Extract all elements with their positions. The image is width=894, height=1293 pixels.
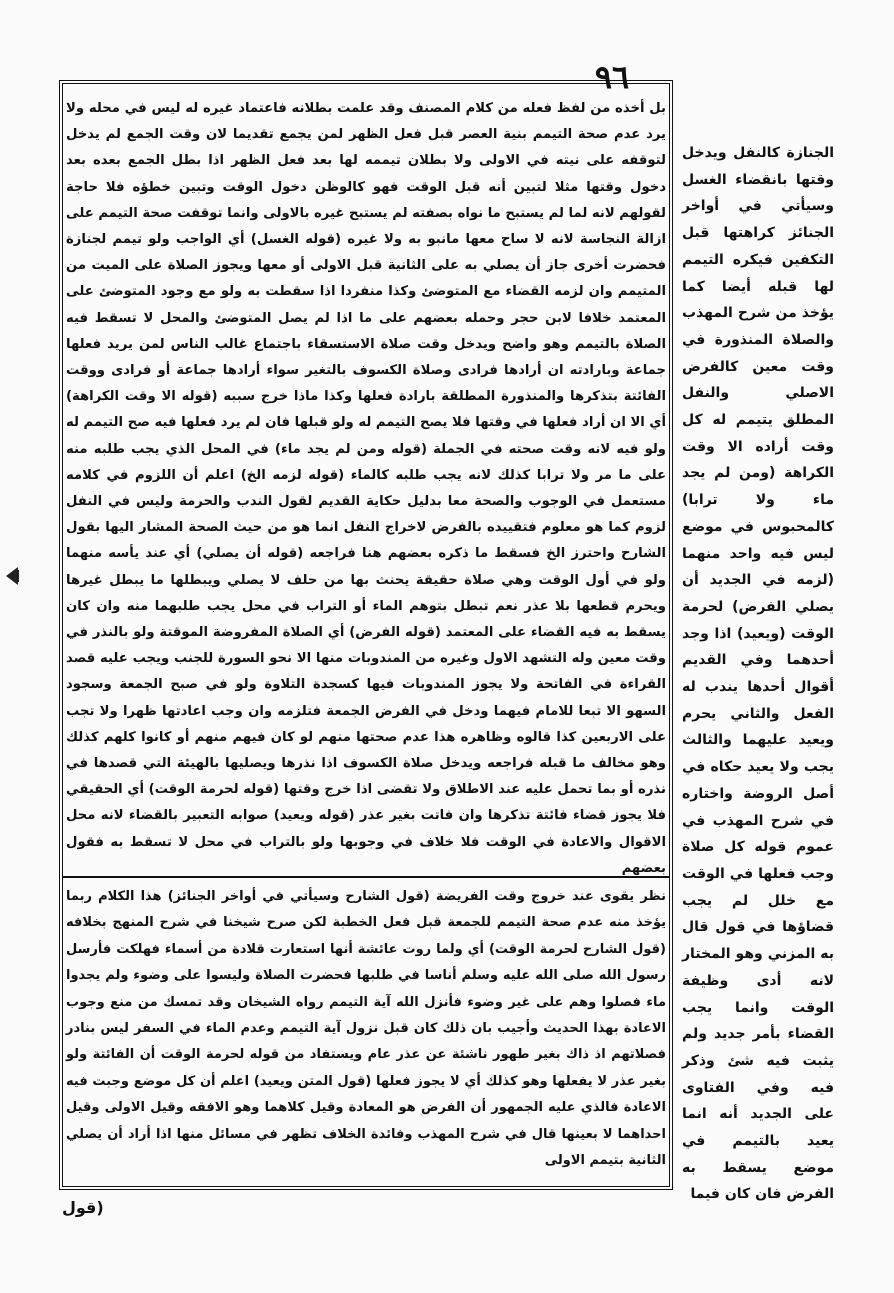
lower-commentary-text: نظر يقوى عند خروج وقت الفريضة (قول الشارح وسيأتي في أواخر الجنائز) هذا الكلام ربما يؤخذ منه عدم صحة التيمم للجمعة قبل فعل الخطبة لكن صرح شيخنا في شرح المنهج بخلافه (قول الشارح لحرمة الوقت) أي ولما روت عائشة أنها استعارت قلادة من أسماء فهلكت فأرسل رسول الله صلى الله عليه وسلم أناسا في طلبها فحضرت الصلاة وليسوا على وضوء ولم يجدوا ماء فصلوا وهم على غير وضوء فأنزل الله آية التيمم رواه الشيخان وقد تمسك من منع وجوب الاعادة بهذا الحديث وأجيب بان ذلك كان قبل نزول آية التيمم وعدم الماء في السفر ليس بنادر فصلاتهم اذ ذاك بغير طهور ناشئة عن عذر عام ويستفاد من قوله لحرمة الوقت أن الفائتة ولو بغير عذر لا يفعلها وهو كذلك أي لا يجوز فعلها (قول المتن ويعيد) اعلم أن كل موضع وجبت فيه الاعادة فالذي عليه الجمهور أن الفرض هو المعادة وقيل كلاهما وهو الافقه وقيل الاولى وقيل احداهما لا بعينها قال في شرح المهذب وفائدة الخلاف تظهر في مسائل منها اذا أراد أن يصلي الثانية بتيمم الاولى xyxy=(66,889,666,1169)
catchword: (قول xyxy=(62,1198,104,1217)
page-number: ٩٦ xyxy=(594,58,630,96)
margin-commentary xyxy=(682,140,834,1208)
lower-commentary xyxy=(66,884,666,1174)
margin-commentary-text: الجنازة كالنفل ويدخل وقتها بانقضاء الغسل وسيأتي في أواخر الجنائز كراهتها قبل التكفين فيكره التيمم لها قبله أيضا كما يؤخذ من شرح المهذب والصلاة المنذورة في وقت معين كالفرض الاصلي والنفل المطلق يتيمم له كل وقت أراده الا وقت الكراهة (ومن لم يجد ماء ولا ترابا) كالمحبوس في موضع ليس فيه واحد منهما (لزمه في الجديد أن يصلي الفرض) لحرمة الوقت (ويعيد) اذا وجد أحدهما وفي القديم أقوال أحدها يندب له الفعل والثاني يحرم ويعيد عليهما والثالث يجب ولا يعيد حكاه في أصل الروضة واختاره في شرح المهذب في عموم قوله كل صلاة وجب فعلها في الوقت مع خلل لم يجب قضاؤها في قول قال به المزني وهو المختار لانه أدى وظيفة الوقت وانما يجب القضاء بأمر جديد ولم يثبت فيه شئ وذكر فيه وفي الفتاوى على الجديد أنه انما يعيد بالتيمم في موضع يسقط به الفرض فان كان فيما xyxy=(682,145,834,1203)
section-divider xyxy=(62,876,670,878)
main-commentary xyxy=(66,96,666,882)
main-commentary-text: بل أخذه من لفظ فعله من كلام المصنف وقد علمت بطلانه فاعتماد غيره له ليس في محله ولا يرد عدم صحة التيمم بنية العصر قبل فعل الظهر لمن يجمع تقديما لان وقت الجمع لم يدخل لتوقفه على نيته في الاولى ولا بطلان تيممه لها بعد فعل الظهر اذا بطل الجمع بعده بعد دخول وقتها مثلا لتبين أنه قبل الوقت فهو كالوظن دخول الوقت وتبين خطؤه فلا حاجة لقولهم لانه لما لم يستبح ما نواه بصفته لم يستبح غيره بالاولى وانما توقفت صحة التيمم على ازالة النجاسة لانه لا ساح معها مانبو به ولا غيره (قوله الغسل) أي الواجب ولو تيمم لجنازة فحضرت أخرى جاز أن يصلي به على الثانية قبل الاولى أو معها ويجوز الصلاة على الميت من المتيمم وان لزمه القضاء مع المتوضئ وكذا منفردا اذا سقطت به ولو مع وجود المتوضئ على المعتمد خلافا لابن حجر وحمله بعضهم على ما اذا لم يصل المتوضئ والمحل لا تسقط فيه الصلاة بالتيمم وهو واضح ويدخل وقت صلاة الاستسقاء باجتماع غالب الناس لمن يريد فعلها جماعة وبارادته ان أرادها فرادى وصلاة الكسوف بالتغير سواء أرادها جماعة أو فرادى ووقت الفائتة بتذكرها والمنذورة المطلقة بارادة فعلها وكذا ماذا خرج سببه (قوله الا وقت الكراهة) أي الا ان أراد فعلها في وقتها فلا يصح التيمم له ولو قبلها فان لم يرد فعلها فيه صح التيمم له ولو فيه لانه وقت صحته في الجملة (قوله ومن لم يجد ماء) في المحل الذي يجب طلبه منه على ما مر ولا ترابا كذلك لانه يجب طلبه كالماء (قوله لزمه الخ) اعلم أن اللزوم في كلامه مستعمل في الوجوب والصحة معا بدليل حكاية القديم لقول الندب والحرمة وليس في النفل لزوم كما هو معلوم فتقييده بالفرض لاخراج النفل انما هو من حيث الصحة المشار اليها بقول الشارح واحترز الخ فسقط ما ذكره بعضهم هنا فراجعه (قوله أن يصلي) أي عند يأسه منهما ولو في أول الوقت وهي صلاة حقيقة يحنث بها من حلف لا يصلي ويبطلها ما يبطل غيرها ويحرم قطعها بلا عذر نعم تبطل بتوهم الماء أو التراب في محل يجب طلبهما منه وان كان يسقط به فيه القضاء على المعتمد (قوله الفرض) أي الصلاة المفروضة الموقتة ولو بالنذر في وقت معين وله التشهد الاول وغيره من المندوبات منها الا نحو السورة للجنب ويجب عليه قصد القراءة في الفاتحة ولا يجوز المندوبات فيها كسجدة التلاوة ولو في صبح الجمعة وسجود السهو الا تبعا للامام فيهما ودخل في الفرض الجمعة فتلزمه وان وجب اعادتها ظهرا ولا تجب على الاربعين كذا قالوه وظاهره هذا عدم صحتها منهم لو كان فيهم منهم أو كانوا كلهم كذلك وهو مخالف ما قبله فراجعه ويدخل صلاة الكسوف اذا نذرها ويصليها بالهيئة التي قصدها في نذره أو بما تحمل عليه عند الاطلاق ولا تقضى اذا خرج وقتها (قوله لحرمة الوقت) أي الحقيقي فلا يجوز قضاء فائتة تذكرها وان فاتت بغير عذر (قوله ويعيد) صوابه التعبير بالقضاء لانه محل الاقوال والاعادة في الوقت فلا خلاف في وجوبها ولو بالتراب في محل لا تسقط به فقول بعضهم xyxy=(66,101,666,876)
page-edge-arrow-stem xyxy=(16,570,19,582)
